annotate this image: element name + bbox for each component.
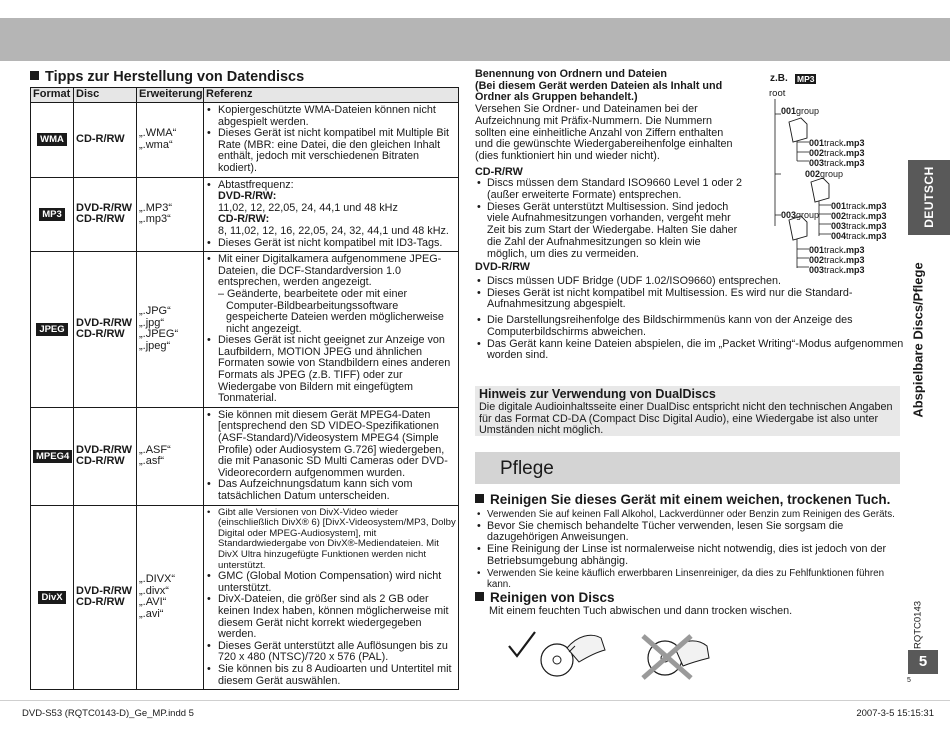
dvdrw-section <box>475 276 905 362</box>
track-number: 002 <box>809 255 825 265</box>
reference-item <box>206 335 456 405</box>
footer-timestamp: 2007-3-5 15:15:31 <box>856 708 934 719</box>
disc-cell <box>74 407 137 505</box>
disc-radial-wipe-icon <box>541 635 605 676</box>
group-1-label: 001group <box>781 106 820 116</box>
dualdisc-box <box>475 386 900 436</box>
disc-type: DVD-R/RW <box>76 443 133 456</box>
pflege-heading-bar <box>475 452 900 484</box>
tree-root-label: root <box>769 88 786 99</box>
disc-type: CD-R/RW <box>76 132 125 145</box>
track-label: track <box>846 201 866 211</box>
table-row <box>31 505 459 690</box>
disc-cell <box>74 505 137 690</box>
table-row <box>31 103 459 178</box>
section-title-data-discs <box>30 69 304 85</box>
table-row <box>31 177 459 252</box>
reference-text: Dieses Gerät ist nicht kompatibel mit ID3-Tags. <box>218 236 443 249</box>
dvdrw-title: DVD-R/RW <box>475 261 530 274</box>
track-file <box>831 201 887 211</box>
track-label: track <box>846 231 866 241</box>
format-badge: MPEG4 <box>33 450 72 463</box>
reference-text: Gibt alle Versionen von DivX-Video wieder (einschließlich DivX® 6) [DivX-Videosystem/MP3, Dolby Digital oder MPEG-Audiosystem], mit Standardwiedergabe von DivX®-Mediendateien. Mit DivX Ultra hinzugefügte Funktionen werden nicht unterstützt. <box>218 506 456 571</box>
group-1-tracks <box>809 138 865 168</box>
file-extension: „.AVI“ <box>139 596 167 609</box>
reference-subline: 11,02, 12, 22,05, 24, 44,1 und 48 kHz <box>218 201 398 214</box>
reference-note: – Geänderte, bearbeitete oder mit einer Computer-Bildbearbeitungssoftware gespeicherte Dateien werden möglicherweise nicht angezeigt. <box>218 287 444 335</box>
disc-cell <box>74 252 137 408</box>
track-file <box>809 255 865 265</box>
track-extension: .mp3 <box>865 201 887 211</box>
table-header-row <box>31 88 459 103</box>
clean-device-title <box>475 492 890 507</box>
file-extension: „.avi“ <box>139 607 164 620</box>
track-number: 002 <box>809 148 825 158</box>
language-tab <box>908 160 950 235</box>
footer-rule <box>0 700 950 701</box>
track-extension: .mp3 <box>865 211 887 221</box>
clean-list <box>475 509 905 591</box>
reference-subline: 8, 11,02, 12, 16, 22,05, 24, 32, 44,1 und 48 kHz. <box>218 224 449 237</box>
reference-text: Dieses Gerät unterstützt alle Auflösungen bis zu 720 x 480 (NTSC)/720 x 576 (PAL). <box>218 639 448 664</box>
extension-cell <box>137 252 204 408</box>
table-row <box>31 252 459 408</box>
folder-tree-example <box>767 72 902 275</box>
reference-cell <box>204 252 459 408</box>
col-header-disc: Disc <box>74 88 137 103</box>
group-3-tracks <box>809 245 865 275</box>
square-bullet-icon <box>475 494 484 503</box>
disc-type: CD-R/RW <box>76 328 125 341</box>
track-file <box>831 231 887 241</box>
reference-item <box>206 571 456 594</box>
extension-cell <box>137 407 204 505</box>
track-extension: .mp3 <box>843 138 865 148</box>
track-number: 001 <box>809 138 825 148</box>
table-row <box>31 407 459 505</box>
reference-subline: DVD-R/RW: <box>218 190 277 203</box>
reference-text: Dieses Gerät ist nicht geeignet zur Anzeige von Laufbildern, MOTION JPEG und ähnlichen Formaten sowie von Standbildern eines anderen Formats als JPEG (z.B. TIFF) oder zur Wiedergabe von Bildern mit eingefügtem Tonmaterial. <box>218 334 451 405</box>
chapter-title-vertical: Abspielbare Discs/Pflege <box>910 262 926 418</box>
reference-item <box>206 180 456 238</box>
file-extension: „.jpg“ <box>139 316 165 329</box>
clean-discs-body: Mit einem feuchten Tuch abwischen und dann trocken wischen. <box>489 605 793 617</box>
track-number: 004 <box>831 231 847 241</box>
reference-list <box>206 254 456 405</box>
format-cell <box>31 407 74 505</box>
tree-example-label: z.B. <box>770 73 788 84</box>
track-file <box>809 148 865 158</box>
format-badge: JPEG <box>36 323 67 336</box>
reference-cell <box>204 103 459 178</box>
dvdrw-item: • Discs müssen UDF Bridge (UDF 1.02/ISO9660) entsprechen. <box>475 276 905 288</box>
file-extension: „.JPEG“ <box>139 328 179 341</box>
section-title-text: Tipps zur Herstellung von Datendiscs <box>45 69 305 85</box>
disc-type: CD-R/RW <box>76 455 125 468</box>
document-code: RQTC0143 <box>912 600 924 650</box>
reference-list <box>206 180 456 250</box>
disc-type: DVD-R/RW <box>76 584 133 597</box>
clean-item: • Bevor Sie chemisch behandelte Tücher verwenden, lesen Sie sorgsam die dazugehörigen Anweisungen. <box>475 521 905 544</box>
track-file <box>809 158 865 168</box>
track-label: track <box>824 158 844 168</box>
track-number: 001 <box>831 201 847 211</box>
clean-item: • Verwenden Sie keine käuflich erwerbbaren Linsenreiniger, da dies zu Fehlfunktionen führen kann. <box>475 568 905 591</box>
general-item: • Die Darstellungsreihenfolge des Bildschirmmenüs kann von der Anzeige des Computerbildschirms abweichen. <box>475 315 905 338</box>
reference-text: DivX-Dateien, die größer sind als 2 GB oder keinen Index haben, können möglicherweise mit diesem Gerät nicht korrekt wiedergegeben werden. <box>218 593 449 641</box>
format-cell <box>31 103 74 178</box>
reference-list <box>206 508 456 688</box>
file-extension: „.wma“ <box>139 138 173 151</box>
clean-item: • Eine Reinigung der Linse ist normalerweise nicht notwendig, dies ist jedoch von der Betriebsumgebung abhängig. <box>475 544 905 567</box>
file-extension: „.DIVX“ <box>139 573 176 586</box>
page-number: 5 <box>908 650 938 674</box>
reference-item <box>206 641 456 664</box>
naming-section <box>475 69 760 274</box>
dvdrw-list <box>475 276 905 311</box>
reference-text: Abtastfrequenz: <box>218 178 294 191</box>
reference-text: Sie können bis zu 8 Audioarten und Untertitel mit diesem Gerät auswählen. <box>218 662 452 687</box>
group-3-label: 003group <box>781 210 820 220</box>
track-file <box>831 211 887 221</box>
reference-text: GMC (Global Motion Compensation) wird nicht unterstützt. <box>218 570 442 594</box>
disc-type: DVD-R/RW <box>76 316 133 329</box>
track-extension: .mp3 <box>865 221 887 231</box>
cdrw-item: • Discs müssen dem Standard ISO9660 Level 1 oder 2 (außer erweiterte Formate) entsprechen. <box>475 178 743 201</box>
track-label: track <box>824 148 844 158</box>
page-number-small: 5 <box>907 677 911 684</box>
track-number: 003 <box>831 221 847 231</box>
track-label: track <box>846 221 866 231</box>
file-extension: „.divx“ <box>139 584 169 597</box>
reference-cell <box>204 177 459 252</box>
disc-type: CD-R/RW <box>76 213 125 226</box>
reference-item <box>206 410 456 480</box>
clean-discs-title-text: Reinigen von Discs <box>490 590 615 605</box>
col-header-reference: Referenz <box>204 88 459 103</box>
format-cell <box>31 505 74 690</box>
naming-title: Benennung von Ordnern und Dateien <box>475 68 667 80</box>
track-number: 002 <box>831 211 847 221</box>
folder-icon <box>811 178 829 202</box>
disc-cell <box>74 177 137 252</box>
file-extension: „.JPG“ <box>139 305 171 318</box>
file-extension: „.jpeg“ <box>139 340 171 353</box>
disc-circular-wipe-prohibited-icon <box>643 636 709 678</box>
cdrw-list <box>475 178 743 260</box>
clean-device-title-text: Reinigen Sie dieses Gerät mit einem weichen, trockenen Tuch. <box>490 492 891 507</box>
reference-item <box>206 479 456 502</box>
file-extension: „.MP3“ <box>139 201 172 214</box>
track-extension: .mp3 <box>843 148 865 158</box>
format-badge: MP3 <box>39 208 65 221</box>
reference-item <box>206 105 456 128</box>
track-file <box>809 138 865 148</box>
square-bullet-icon <box>30 71 39 80</box>
format-cell <box>31 252 74 408</box>
track-file <box>831 221 887 231</box>
format-badge: DivX <box>38 591 65 604</box>
reference-item <box>206 508 456 572</box>
reference-item <box>206 254 456 335</box>
format-badge: WMA <box>37 133 67 146</box>
naming-subtitle-1: (Bei diesem Gerät werden Dateien als Inhalt und <box>475 79 723 92</box>
general-list <box>475 315 905 362</box>
reference-item <box>206 664 456 687</box>
cdrw-item: • Dieses Gerät unterstützt Multisession. Sind jedoch viele Aufnahmesitzungen vorhanden, vergeht mehr Zeit bis zum Start der Wiedergabe. Halten Sie daher die Zahl der Aufnahmesitzungen so klein wie möglich, um dies zu vermeiden. <box>475 202 743 261</box>
reference-text: Sie können mit diesem Gerät MPEG4-Daten [entsprechend den SD VIDEO-Spezifikationen (ASF-Standard)/Videosystem MPEG4 (Simple Profile) oder Audiosystem G.726] wiedergeben, die mit Panasonic SD Multi Cameras oder DVD-Videorecordern aufgenommen wurden. <box>218 408 448 479</box>
reference-list <box>206 410 456 503</box>
file-extension: „.mp3“ <box>139 213 171 226</box>
extension-cell <box>137 505 204 690</box>
clean-item: • Verwenden Sie auf keinen Fall Alkohol, Lackverdünner oder Benzin zum Reinigen des Geräts. <box>475 509 905 521</box>
file-extension: „.asf“ <box>139 455 165 468</box>
reference-list <box>206 105 456 175</box>
file-extension: „.WMA“ <box>139 127 177 140</box>
format-cell <box>31 177 74 252</box>
extension-cell <box>137 177 204 252</box>
dvdrw-item: • Dieses Gerät ist nicht kompatibel mit Multisession. Es wird nur die Standard-Aufnahmesitzung abgespielt. <box>475 288 905 311</box>
track-label: track <box>824 138 844 148</box>
reference-cell <box>204 407 459 505</box>
extension-cell <box>137 103 204 178</box>
col-header-extension: Erweiterung <box>137 88 204 103</box>
format-table <box>30 87 459 690</box>
checkmark-icon <box>509 632 535 656</box>
track-file <box>809 265 865 275</box>
reference-item <box>206 238 456 250</box>
mp3-badge: MP3 <box>797 74 815 84</box>
clean-device-section <box>475 509 905 591</box>
pflege-title: Pflege <box>500 458 554 479</box>
track-label: track <box>824 265 844 275</box>
col-header-format: Format <box>31 88 74 103</box>
dualdisc-title: Hinweis zur Verwendung von DualDiscs <box>479 387 716 401</box>
track-label: track <box>824 245 844 255</box>
reference-text: Mit einer Digitalkamera aufgenommene JPEG-Dateien, die DCF-Standardversion 1.0 entsprechen, werden angezeigt. <box>218 253 442 289</box>
naming-body: Versehen Sie Ordner- und Dateinamen bei der Aufzeichnung mit Präfix-Nummern. Die Nummern sollten eine einheitliche Anzahl von Ziffern enthalten und die gewünschte Wiedergabereihenfolge einhalten (dies funktioniert hin und wieder nicht). <box>475 103 733 162</box>
general-item: • Das Gerät kann keine Dateien abspielen, die im „Packet Writing“-Modus aufgenommen worden sind. <box>475 339 905 362</box>
naming-subtitle-2: Ordner als Gruppen behandelt.) <box>475 91 638 104</box>
folder-icon <box>789 118 807 142</box>
language-tab-label: DEUTSCH <box>922 166 936 228</box>
reference-text: Kopiergeschützte WMA-Dateien können nicht abgespielt werden. <box>218 104 436 128</box>
clean-discs-title <box>475 590 615 605</box>
reference-subline: CD-R/RW: <box>218 213 270 226</box>
track-file <box>809 245 865 255</box>
track-extension: .mp3 <box>843 158 865 168</box>
track-number: 001 <box>809 245 825 255</box>
square-bullet-icon <box>475 592 484 601</box>
track-extension: .mp3 <box>843 245 865 255</box>
cdrw-title: CD-R/RW <box>475 165 523 178</box>
group-2-tracks <box>831 201 887 241</box>
track-extension: .mp3 <box>843 265 865 275</box>
reference-text: Das Aufzeichnungsdatum kann sich vom tatsächlichen Datum unterscheiden. <box>218 478 413 502</box>
reference-item <box>206 128 456 174</box>
disc-type: DVD-R/RW <box>76 201 133 214</box>
reference-text: Dieses Gerät ist nicht kompatibel mit Multiple Bit Rate (MBR: eine Datei, die den gleichen Inhalt enthält, jedoch mit verschiedenen Bitraten kodiert). <box>218 127 450 174</box>
track-label: track <box>824 255 844 265</box>
disc-cleaning-illustration <box>505 626 715 680</box>
footer-file-info: DVD-S53 (RQTC0143-D)_Ge_MP.indd 5 <box>22 708 194 719</box>
dualdisc-body: Die digitale Audioinhaltsseite einer DualDisc entspricht nicht den technischen Angaben für das Format CD-DA (Compact Disc Digital Audio), eine Wiedergabe ist also unter Umständen nicht möglich. <box>479 401 893 437</box>
disc-cell <box>74 103 137 178</box>
file-extension: „.ASF“ <box>139 443 171 456</box>
group-2-label: 002group <box>805 169 844 179</box>
track-extension: .mp3 <box>843 255 865 265</box>
reference-cell <box>204 505 459 690</box>
reference-item <box>206 594 456 640</box>
header-band <box>0 18 950 61</box>
track-number: 003 <box>809 265 825 275</box>
track-number: 003 <box>809 158 825 168</box>
track-label: track <box>846 211 866 221</box>
disc-type: CD-R/RW <box>76 596 125 609</box>
track-extension: .mp3 <box>865 231 887 241</box>
